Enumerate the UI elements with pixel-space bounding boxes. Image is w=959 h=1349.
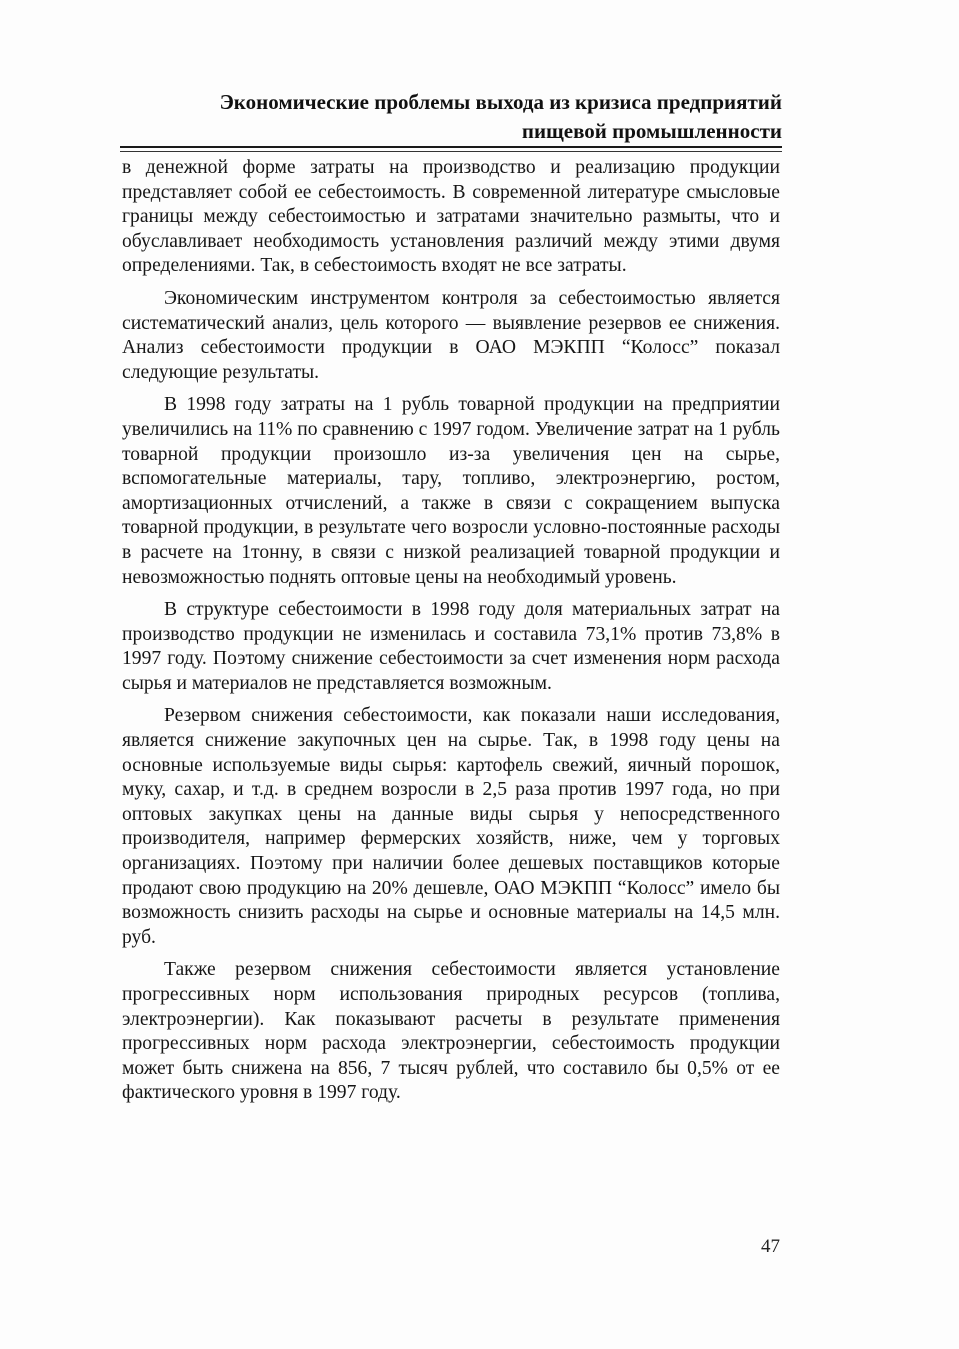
running-header (120, 88, 782, 146)
header-rule (120, 146, 782, 148)
paragraph-6: Также резервом снижения себестоимости является установление прогрессивных норм использования природных ресурсов (топлива, электроэнергии). Как показывают расчеты в результате применения прогрессивных норм расхода электроэнергии, себестоимость продукции может быть снижена на 856, 7 тысяч рублей, что составило бы 0,5% от ее фактического уровня в 1997 году. (122, 959, 780, 1104)
body-text (122, 156, 780, 1106)
running-header-line-2: пищевой промышленности (521, 119, 782, 143)
paragraph-1: в денежной форме затраты на производство и реализацию продукции представляет собой ее себестоимость. В современной литературе смысловые границы между себестоимостью и затратами значительно размыты, что и обуславливает необходимость установления различий между этими двумя определениями. Так, в себестоимость входят не все затраты. (122, 157, 780, 277)
paragraph-4: В структуре себестоимости в 1998 году доля материальных затрат на производство продукции не изменилась и составила 73,1% против 73,8% в 1997 году. Поэтому снижение себестоимости за счет изменения норм расхода сырья и материалов не представляется возможным. (122, 599, 780, 694)
paragraph-5: Резервом снижения себестоимости, как показали наши исследования, является снижение закупочных цен на сырье. Так, в 1998 году цены на основные используемые виды сырья: картофель свежий, яичный порошок, муку, сахар, и т.д. в среднем возросли в 2,5 раза против 1997 года, но при оптовых закупках цены на данные виды сырья у непосредственного производителя, например фермерских хозяйств, ниже, чем у торговых организациях. Поэтому при наличии более дешевых поставщиков которые продают свою продукцию на 20% дешевле, ОАО МЭКПП “Колосс” имело бы возможность снизить расходы на сырье и основные материалы на 14,5 млн. руб. (122, 705, 780, 948)
running-header-line-1: Экономические проблемы выхода из кризиса предприятий (219, 90, 782, 114)
paragraph-2: Экономическим инструментом контроля за себестоимостью является систематический анализ, цель которого — выявление резервов ее снижения. Анализ себестоимости продукции в ОАО МЭКПП “Колосс” показал следующие результаты. (122, 287, 780, 383)
header-rule-thin (120, 151, 782, 152)
paragraph-3: В 1998 году затраты на 1 рубль товарной продукции на предприятии увеличились на 11% по сравнению с 1997 годом. Увеличение затрат на 1 рубль товарной продукции произошло из-за увеличения цен на сырье, вспомогательные материалы, тару, топливо, электроэнергию, ростом, амортизационных отчислений, а также в связи с сокращением выпуска товарной продукции, в результате чего возросли условно-постоянные расходы в расчете на 1тонну, в связи с низкой реализацией товарной продукции и невозможностью поднять оптовые цены на необходимый уровень. (122, 394, 780, 588)
page-number: 47 (761, 1236, 780, 1257)
